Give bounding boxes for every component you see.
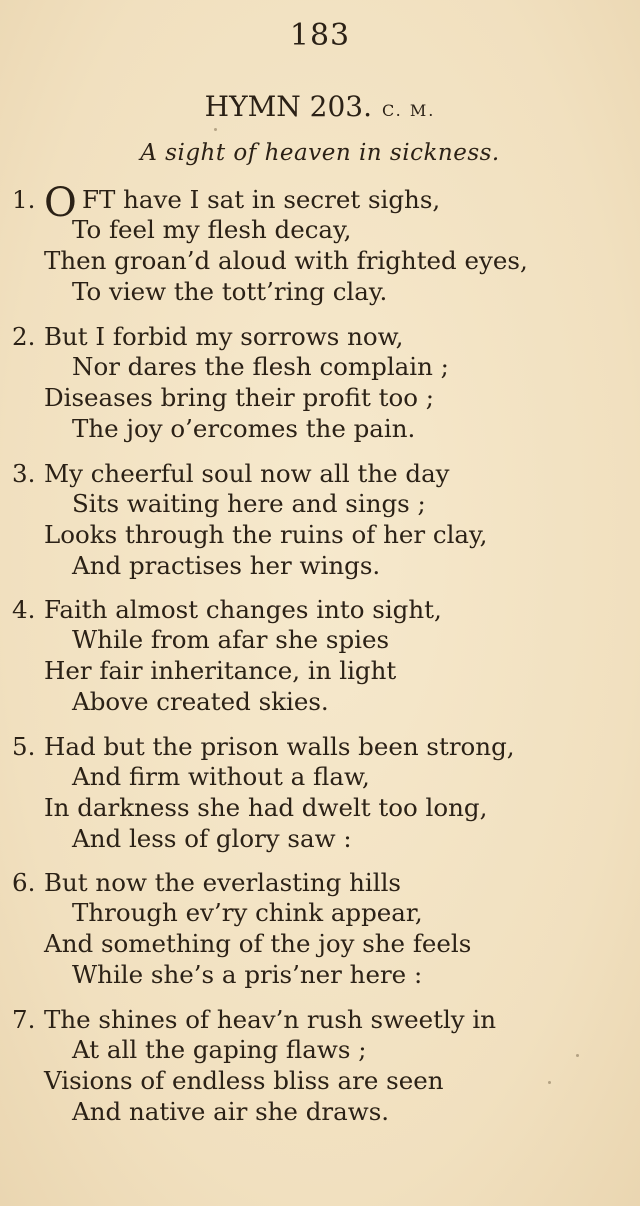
paper-speck: [548, 1081, 551, 1084]
paper-speck: [576, 1054, 579, 1057]
verse-line: FT have I sat in secret sighs,: [82, 185, 441, 214]
verse-number: 3.: [12, 459, 36, 488]
hymn-title: HYMN 203.: [204, 90, 372, 123]
verse-line: And practises her wings.: [72, 551, 381, 580]
page-number: 183: [289, 18, 351, 53]
paper-speck: [214, 128, 217, 131]
verse-line: But now the everlasting hills: [44, 868, 401, 897]
verse-number: 1.: [12, 185, 36, 214]
verse-line: My cheerful soul now all the day: [44, 459, 450, 488]
verse-line: And firm without a flaw,: [72, 762, 370, 791]
verse-line: Had but the prison walls been strong,: [44, 732, 515, 761]
verse-line: Above created skies.: [72, 687, 329, 716]
verse-line: Diseases bring their profit too ;: [44, 383, 435, 412]
verse-line: In darkness she had dwelt too long,: [44, 793, 488, 822]
verse-line: At all the gaping flaws ;: [72, 1035, 367, 1064]
verse-line: While from afar she spies: [72, 625, 390, 654]
verse-line: And native air she draws.: [72, 1097, 390, 1126]
verse-line: Nor dares the flesh complain ;: [72, 352, 449, 381]
verse-number: 2.: [12, 322, 36, 351]
verse-line: And something of the joy she feels: [44, 929, 472, 958]
verse-line: Faith almost changes into sight,: [44, 595, 442, 624]
verse-line: Sits waiting here and sings ;: [72, 489, 426, 518]
verse-number: 6.: [12, 868, 36, 897]
hymn-heading: [0, 90, 640, 123]
verse-line: The shines of heav’n rush sweetly in: [44, 1005, 497, 1034]
verse-line: While she’s a pris’ner here :: [72, 960, 423, 989]
verse-line: Then groan’d aloud with frighted eyes,: [44, 246, 528, 275]
verse-number: 4.: [12, 595, 36, 624]
verse-line: Visions of endless bliss are seen: [44, 1066, 444, 1095]
verse-line: To view the tott’ring clay.: [72, 277, 388, 306]
verse-line: But I forbid my sorrows now,: [44, 322, 404, 351]
verse-line: Her fair inheritance, in light: [44, 656, 397, 685]
hymn-meter: C. M.: [382, 101, 436, 120]
verse-line: Looks through the ruins of her clay,: [44, 520, 488, 549]
verse-number: 7.: [12, 1005, 36, 1034]
verse-line: And less of glory saw :: [72, 824, 352, 853]
hymn-subtitle: A sight of heaven in sickness.: [140, 140, 500, 166]
drop-cap: O: [44, 180, 77, 226]
verse-line: Through ev’ry chink appear,: [72, 898, 423, 927]
verse-number: 5.: [12, 732, 36, 761]
verse-line: To feel my flesh decay,: [72, 215, 352, 244]
verse-line: The joy o’ercomes the pain.: [72, 414, 416, 443]
